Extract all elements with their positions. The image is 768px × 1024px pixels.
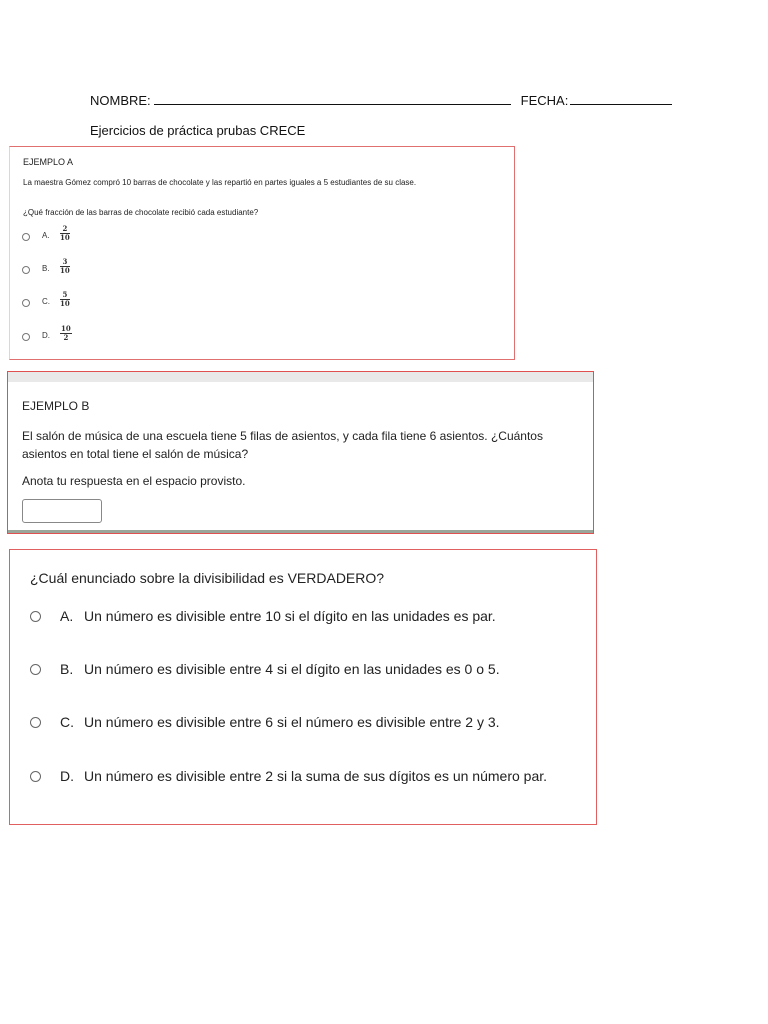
nombre-label: NOMBRE: <box>90 93 151 108</box>
option-letter: B. <box>42 264 50 273</box>
option-letter: A. <box>60 608 74 624</box>
card-top-bar <box>8 372 593 382</box>
fecha-label: FECHA: <box>520 93 569 108</box>
ejemplo-a-question: ¿Qué fracción de las barras de chocolate recibió cada estudiante? <box>23 208 259 217</box>
radio-icon[interactable] <box>30 717 41 728</box>
option-text: Un número es divisible entre 4 si el dígito en las unidades es 0 o 5. <box>84 661 500 677</box>
divisibility-question-card <box>9 549 597 825</box>
radio-icon[interactable] <box>30 611 41 622</box>
fraction-numerator: 10 <box>61 324 71 333</box>
ejemplo-b-title: EJEMPLO B <box>22 399 90 413</box>
ejemplo-a-card <box>9 146 515 360</box>
fraction <box>60 325 72 342</box>
option-letter: B. <box>60 661 74 677</box>
option-letter: C. <box>60 714 74 730</box>
nombre-blank[interactable] <box>154 92 511 105</box>
option-letter: D. <box>60 768 74 784</box>
radio-icon[interactable] <box>22 266 30 274</box>
option-letter: A. <box>42 231 50 240</box>
fecha-blank[interactable] <box>570 92 672 105</box>
fraction-numerator: 2 <box>60 225 70 234</box>
radio-icon[interactable] <box>30 771 41 782</box>
radio-icon[interactable] <box>22 299 30 307</box>
fraction-denominator: 2 <box>63 333 69 342</box>
fraction <box>60 225 70 242</box>
fraction-numerator: 5 <box>60 291 70 300</box>
fraction-denominator: 10 <box>60 299 70 308</box>
option-text: Un número es divisible entre 6 si el número es divisible entre 2 y 3. <box>84 714 500 730</box>
header-line <box>90 92 690 108</box>
option-letter: D. <box>42 331 50 340</box>
ejemplo-b-text: El salón de música de una escuela tiene 5 filas de asientos, y cada fila tiene 6 asientos. ¿Cuántos asientos en total tiene el salón de música? <box>22 429 543 461</box>
fraction-numerator: 3 <box>60 258 70 267</box>
radio-icon[interactable] <box>30 664 41 675</box>
radio-icon[interactable] <box>22 233 30 241</box>
ejemplo-b-instruction: Anota tu respuesta en el espacio provisto. <box>22 474 246 488</box>
worksheet-subtitle: Ejercicios de práctica prubas CRECE <box>90 123 306 138</box>
question-text: ¿Cuál enunciado sobre la divisibilidad es VERDADERO? <box>30 570 385 586</box>
option-text: Un número es divisible entre 2 si la suma de sus dígitos es un número par. <box>84 768 548 784</box>
ejemplo-a-title: EJEMPLO A <box>23 157 74 167</box>
radio-icon[interactable] <box>22 333 30 341</box>
fraction-denominator: 10 <box>60 233 70 242</box>
answer-input[interactable] <box>22 499 102 523</box>
option-letter: C. <box>42 297 50 306</box>
option-text: Un número es divisible entre 10 si el dígito en las unidades es par. <box>84 608 496 624</box>
fraction <box>60 258 70 275</box>
fraction <box>60 291 70 308</box>
ejemplo-a-text: La maestra Gómez compró 10 barras de chocolate y las repartió en partes iguales a 5 estudiantes de su clase. <box>23 178 417 187</box>
ejemplo-b-card <box>7 371 594 534</box>
card-bottom-bar <box>8 530 593 533</box>
fraction-denominator: 10 <box>60 266 70 275</box>
